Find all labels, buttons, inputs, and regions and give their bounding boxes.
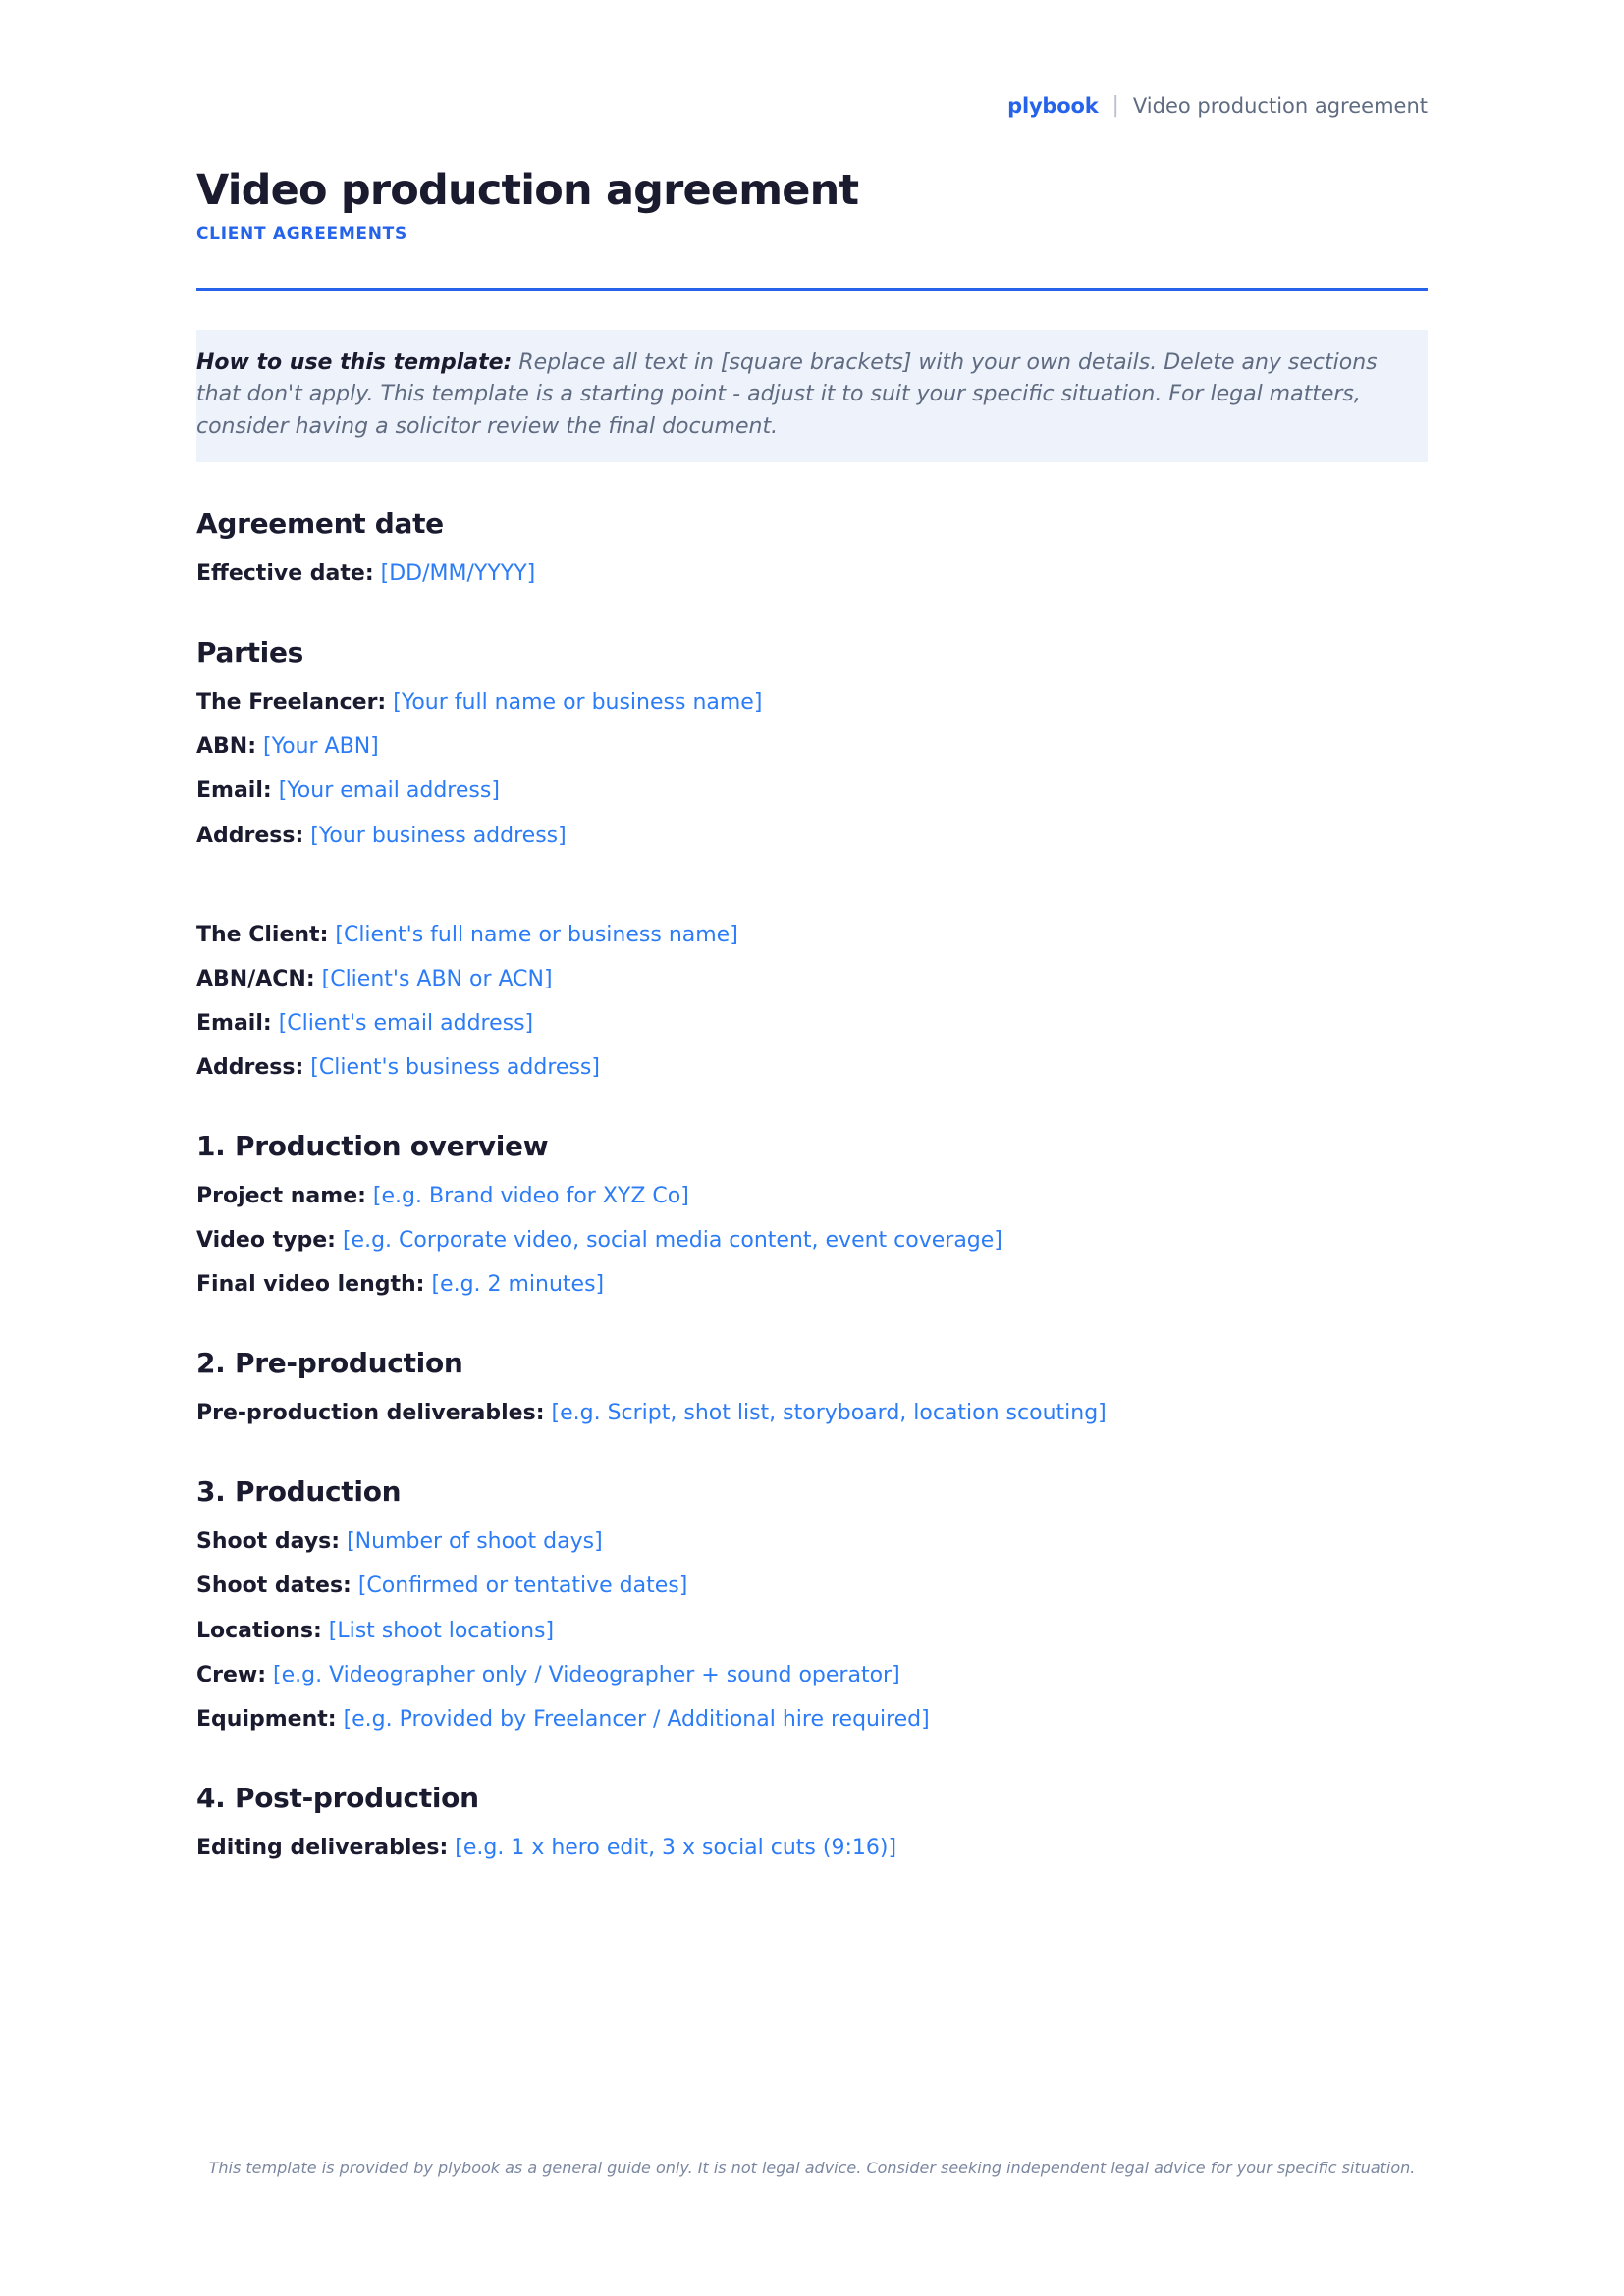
field-placeholder-value[interactable]: [e.g. Script, shot list, storyboard, location scouting]	[551, 1401, 1107, 1426]
field-placeholder-value[interactable]: [Your full name or business name]	[393, 690, 763, 716]
field-placeholder-value[interactable]: [e.g. 1 x hero edit, 3 x social cuts (9:16)]	[455, 1835, 897, 1860]
section-parties	[196, 636, 1428, 1085]
field-label: Final video length:	[196, 1272, 425, 1298]
field-label: The Client:	[196, 922, 329, 947]
field-label: ABN/ACN:	[196, 966, 315, 991]
field-label: Project name:	[196, 1183, 366, 1208]
field-row-shoot-dates	[196, 1570, 1428, 1603]
field-label: Locations:	[196, 1618, 322, 1643]
field-row-equipment	[196, 1703, 1428, 1736]
section-2-pre-production	[196, 1347, 1428, 1430]
field-placeholder-value[interactable]: [Client's full name or business name]	[335, 922, 738, 947]
field-row-email	[196, 774, 1428, 808]
field-row-the-freelancer	[196, 686, 1428, 720]
section-heading: 1. Production overview	[196, 1129, 549, 1162]
field-label: Video type:	[196, 1228, 336, 1254]
page-title: Video production agreement	[196, 166, 859, 215]
title-divider	[196, 288, 1428, 291]
field-placeholder-value[interactable]: [Client's email address]	[278, 1010, 534, 1036]
field-row-effective-date	[196, 558, 1428, 591]
field-placeholder-value[interactable]: [e.g. Brand video for XYZ Co]	[372, 1183, 689, 1208]
section-3-production	[196, 1475, 1428, 1735]
field-placeholder-value[interactable]: [Client's business address]	[310, 1054, 600, 1080]
field-placeholder-value[interactable]: [Your email address]	[278, 778, 500, 804]
field-row-abn-acn	[196, 963, 1428, 996]
field-label: Email:	[196, 1010, 272, 1036]
field-row-locations	[196, 1615, 1428, 1648]
callout-body: Replace all text in [square brackets] with your own details. Delete any sections that don't apply. This template is a starting point - adjust it to suit your specific situation. For legal matters, consider having a solicitor review the final document.	[196, 350, 1378, 439]
field-label: Shoot dates:	[196, 1574, 352, 1599]
section-heading: 4. Post-production	[196, 1781, 479, 1814]
section-heading: 2. Pre-production	[196, 1347, 463, 1380]
field-label: ABN:	[196, 734, 257, 760]
section-heading: 3. Production	[196, 1475, 402, 1509]
field-row-address	[196, 820, 1428, 853]
field-row-pre-production-deliverables	[196, 1397, 1428, 1430]
field-label: Crew:	[196, 1662, 267, 1687]
field-label: Pre-production deliverables:	[196, 1401, 545, 1426]
page-category-label: CLIENT AGREEMENTS	[196, 224, 407, 244]
header-document-name: Video production agreement	[1132, 94, 1428, 118]
section-heading: Parties	[196, 636, 304, 669]
field-placeholder-value[interactable]: [Your business address]	[310, 823, 567, 848]
section-agreement-date	[196, 507, 1428, 591]
field-placeholder-value[interactable]: [DD/MM/YYYY]	[380, 561, 536, 587]
field-row-project-name	[196, 1180, 1428, 1213]
field-placeholder-value[interactable]: [e.g. 2 minutes]	[431, 1272, 605, 1298]
field-placeholder-value[interactable]: [Number of shoot days]	[347, 1529, 603, 1555]
section-heading: Agreement date	[196, 507, 444, 541]
field-label: Editing deliverables:	[196, 1835, 449, 1860]
field-row-editing-deliverables	[196, 1832, 1428, 1865]
section-1-production-overview	[196, 1130, 1428, 1302]
field-row-final-video-length	[196, 1268, 1428, 1302]
field-placeholder-value[interactable]: [e.g. Corporate video, social media content, event coverage]	[342, 1228, 1002, 1254]
field-row-email	[196, 1007, 1428, 1041]
field-label: Address:	[196, 1054, 304, 1080]
field-placeholder-value[interactable]: [Your ABN]	[263, 734, 379, 760]
field-label: Equipment:	[196, 1706, 337, 1732]
field-row-video-type	[196, 1224, 1428, 1257]
header-separator: |	[1111, 93, 1119, 118]
document-header	[196, 0, 1428, 118]
field-label: The Freelancer:	[196, 690, 387, 716]
field-row-address	[196, 1051, 1428, 1085]
field-row-the-client	[196, 919, 1428, 952]
callout-text	[196, 347, 1406, 443]
field-placeholder-value[interactable]: [Client's ABN or ACN]	[321, 966, 553, 991]
field-label: Address:	[196, 823, 304, 848]
footer-disclaimer: This template is provided by plybook as a general guide only. It is not legal advice. Consider seeking independent legal advice for your specific situation.	[208, 2159, 1416, 2177]
field-label: Shoot days:	[196, 1529, 341, 1555]
field-row-shoot-days	[196, 1525, 1428, 1559]
field-placeholder-value[interactable]: [List shoot locations]	[328, 1618, 555, 1643]
field-row-abn	[196, 730, 1428, 764]
section-4-post-production	[196, 1782, 1428, 1865]
field-row-crew	[196, 1659, 1428, 1692]
party-block-spacer	[196, 864, 1428, 919]
how-to-use-callout	[196, 330, 1428, 462]
brand-logo[interactable]: plybook	[1007, 94, 1099, 118]
field-placeholder-value[interactable]: [Confirmed or tentative dates]	[357, 1574, 688, 1599]
field-label: Effective date:	[196, 561, 374, 587]
title-block	[196, 167, 1428, 243]
field-label: Email:	[196, 778, 272, 804]
document-sections	[196, 507, 1428, 1865]
callout-lead: How to use this template:	[196, 350, 513, 376]
field-placeholder-value[interactable]: [e.g. Videographer only / Videographer + sound operator]	[273, 1662, 900, 1687]
field-placeholder-value[interactable]: [e.g. Provided by Freelancer / Additional hire required]	[343, 1706, 930, 1732]
